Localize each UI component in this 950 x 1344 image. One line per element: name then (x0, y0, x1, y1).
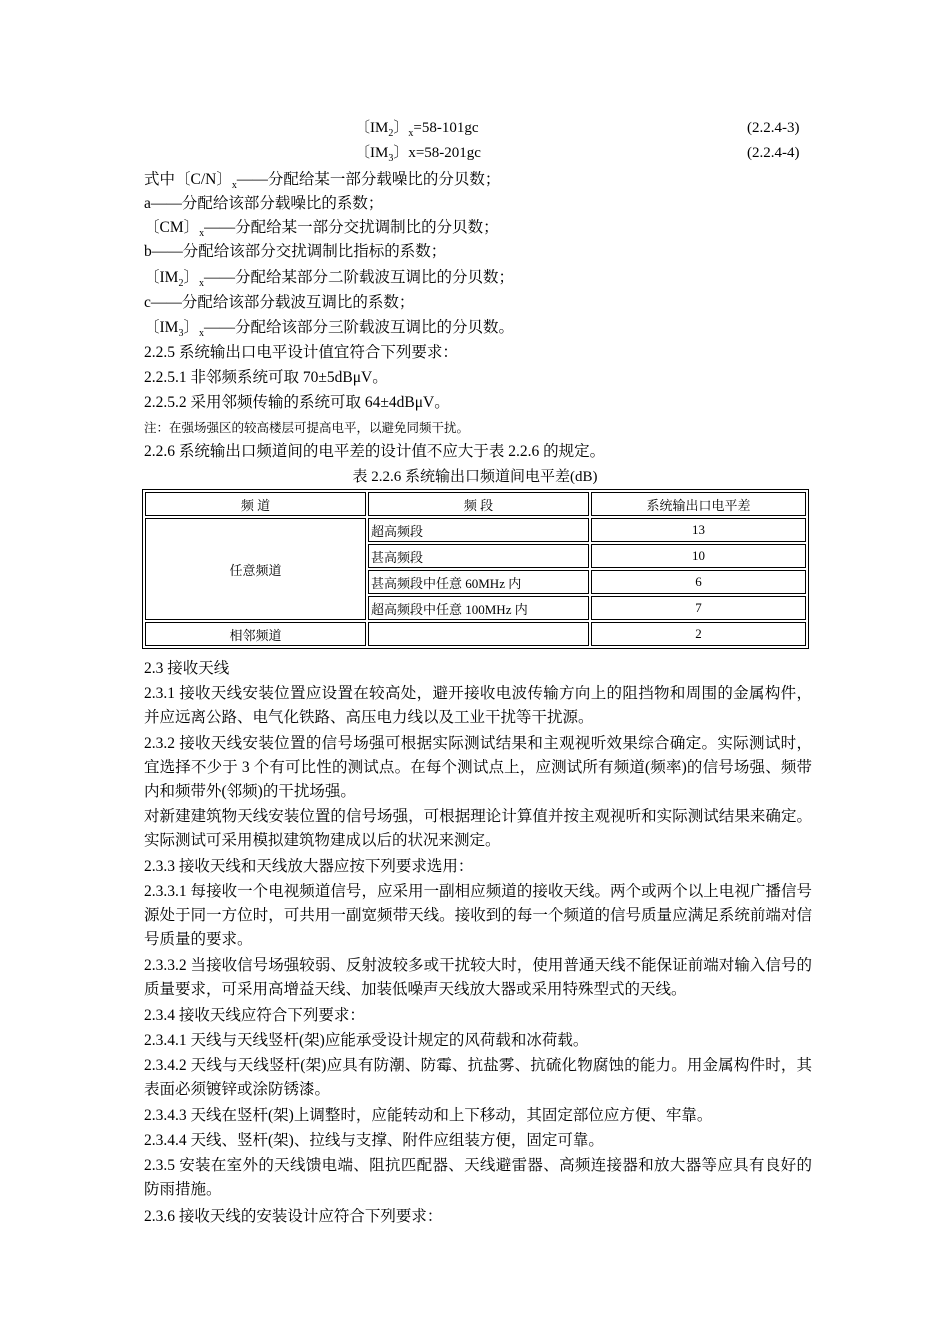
definition-cm (144, 216, 814, 240)
note-2-2-5: 注：在强场强区的较高楼层可提高电平，以避免同频干扰。 (144, 421, 470, 435)
paragraph-2-3-4: 2.3.4 接收天线应符合下列要求： (144, 1007, 365, 1024)
subscript: 3 (178, 328, 184, 339)
level-difference-table (142, 489, 809, 649)
definition-cn (144, 168, 814, 192)
cell-band: 超高频段中任意 100MHz 内 (368, 596, 589, 620)
definition-text: 〔CM〕 (144, 219, 200, 236)
equation-text: 〕x=58-201gc (393, 145, 481, 161)
subscript: x (199, 228, 205, 239)
table-row (145, 518, 806, 542)
subscript: 2 (178, 278, 184, 289)
cell-value: 2 (591, 622, 806, 646)
definition-text: ——分配给该部分三阶载波互调比的分贝数。 (203, 319, 514, 336)
subscript: x (408, 128, 414, 139)
item-2-2-5-1: 2.2.5.1 非邻频系统可取 70±5dBμV。 (144, 369, 388, 386)
table-header-row (145, 492, 806, 516)
equation-text: 〔IM (355, 120, 389, 136)
paragraph-2-3-5: 2.3.5 安装在室外的天线馈电端、阻抗匹配器、天线避雷器、高频连接器和放大器等应具有良好的防雨措施。 (144, 1157, 812, 1198)
definition-text: b——分配给该部分交扰调制比指标的系数； (144, 243, 447, 260)
paragraph-2-3-6: 2.3.6 接收天线的安装设计应符合下列要求： (144, 1208, 443, 1225)
definition-c (144, 291, 814, 315)
definition-text: ——分配给某一部分交扰调制比的分贝数； (204, 219, 499, 236)
cell-band: 甚高频段中任意 60MHz 内 (368, 570, 589, 594)
cell-value: 6 (591, 570, 806, 594)
definition-text: ——分配给某部分二阶载波互调比的分贝数； (203, 269, 514, 286)
table-caption: 表 2.2.6 系统输出口频道间电平差(dB) (352, 469, 598, 485)
header-band: 频 段 (368, 492, 589, 516)
equation-number: (2.2.4-4) (747, 145, 800, 161)
definition-text: c——分配给该部分载波互调比的系数； (144, 294, 415, 311)
definition-text: a——分配给该部分载噪比的系数； (144, 195, 384, 212)
paragraph-2-3-4-3: 2.3.4.3 天线在竖杆(架)上调整时，应能转动和上下移动，其固定部位应方便、牢靠。 (144, 1107, 713, 1124)
definition-text: 〔IM (144, 269, 179, 286)
equation-2-2-4-3 (355, 118, 815, 138)
definition-text: 〔IM (144, 319, 179, 336)
equation-text: 〕 (393, 120, 409, 136)
cell-band: 超高频段 (368, 518, 589, 542)
definition-b (144, 240, 814, 264)
header-level-difference: 系统输出口电平差 (591, 492, 806, 516)
definition-text: 〕 (183, 269, 199, 286)
definition-im2 (144, 266, 814, 290)
section-2-2-6: 2.2.6 系统输出口频道间的电平差的设计值不应大于表 2.2.6 的规定。 (144, 443, 606, 460)
subscript: 3 (388, 153, 394, 164)
table-row (145, 622, 806, 646)
paragraph-2-3-4-4: 2.3.4.4 天线、竖杆(架)、拉线与支撑、附件应组装方便，固定可靠。 (144, 1132, 604, 1149)
definition-text: 〕 (183, 319, 199, 336)
equation-text: =58-101gc (413, 120, 479, 136)
paragraph-2-3-3: 2.3.3 接收天线和天线放大器应按下列要求选用： (144, 858, 474, 875)
paragraph-2-3-3-1: 2.3.3.1 每接收一个电视频道信号，应采用一副相应频道的接收天线。两个或两个以上电视广播信号源处于同一方位时，可共用一副宽频带天线。接收到的每一个频道的信号质量应满足系统前端对信号质量的要求。 (144, 883, 812, 948)
subscript: x (198, 278, 204, 289)
section-2-2-5-title: 2.2.5 系统输出口电平设计值宜符合下列要求： (144, 344, 458, 361)
equation-number: (2.2.4-3) (747, 120, 800, 136)
header-channel: 频 道 (145, 492, 366, 516)
definition-text: ——分配给某一部分载噪比的分贝数； (236, 171, 501, 188)
cell-any-channel: 任意频道 (145, 518, 366, 620)
cell-adjacent-channel: 相邻频道 (145, 622, 366, 646)
definition-text: 式中〔C/N〕 (144, 171, 232, 188)
definition-im3 (144, 316, 814, 340)
paragraph-2-3-2-b: 对新建建筑物天线安装位置的信号场强，可根据理论计算值并按主观视听和实际测试结果来确定。实际测试可采用模拟建筑物建成以后的状况来测定。 (144, 808, 812, 849)
cell-band: 甚高频段 (368, 544, 589, 568)
paragraph-2-3-1: 2.3.1 接收天线安装位置应设置在较高处，避开接收电波传输方向上的阻挡物和周围的金属构件，并应远离公路、电气化铁路、高压电力线以及工业干扰等干扰源。 (144, 685, 812, 726)
item-2-2-5-2: 2.2.5.2 采用邻频传输的系统可取 64±4dBμV。 (144, 394, 450, 411)
subscript: x (198, 328, 204, 339)
subscript: x (231, 180, 237, 191)
definition-a (144, 192, 814, 216)
paragraph-2-3-4-1: 2.3.4.1 天线与天线竖杆(架)应能承受设计规定的风荷载和冰荷载。 (144, 1032, 589, 1049)
cell-value: 13 (591, 518, 806, 542)
cell-value: 7 (591, 596, 806, 620)
paragraph-2-3-2: 2.3.2 接收天线安装位置的信号场强可根据实际测试结果和主观视听效果综合确定。实际测试时，宜选择不少于 3 个有可比性的测试点。在每个测试点上，应测试所有频道(频率)的信号场强、频带内和频带外(邻频)的干扰场强。 (144, 735, 812, 800)
subscript: 2 (388, 128, 394, 139)
section-2-3-title: 2.3 接收天线 (144, 660, 230, 677)
paragraph-2-3-4-2: 2.3.4.2 天线与天线竖杆(架)应具有防潮、防霉、抗盐雾、抗硫化物腐蚀的能力。用金属构件时，其表面必须镀锌或涂防锈漆。 (144, 1057, 812, 1098)
paragraph-2-3-3-2: 2.3.3.2 当接收信号场强较弱、反射波较多或干扰较大时，使用普通天线不能保证前端对输入信号的质量要求，可采用高增益天线、加装低噪声天线放大器或采用特殊型式的天线。 (144, 957, 812, 998)
cell-band (368, 622, 589, 646)
cell-value: 10 (591, 544, 806, 568)
equation-2-2-4-4 (355, 143, 815, 163)
equation-text: 〔IM (355, 145, 389, 161)
